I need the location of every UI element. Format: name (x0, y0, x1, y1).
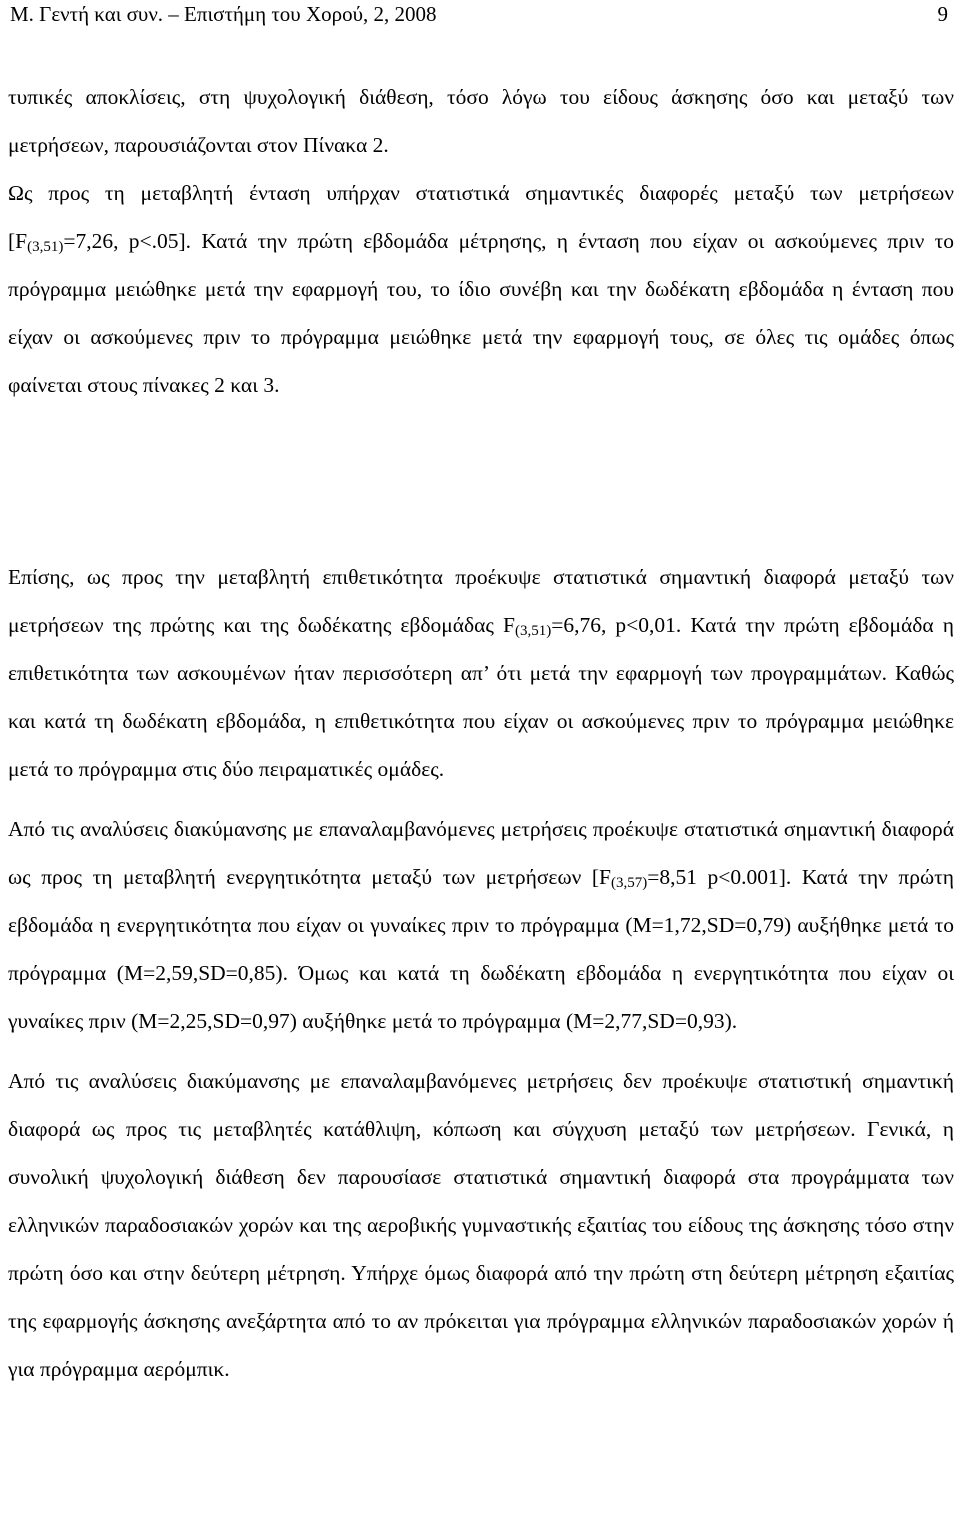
running-header (10, 0, 948, 30)
paragraph-std-deviations (8, 73, 954, 169)
paragraph-overall-mood (8, 1057, 954, 1393)
subscript-df: (3,51) (27, 239, 64, 255)
paragraph-energy (8, 805, 954, 1045)
paragraph-tension (8, 169, 954, 553)
journal-citation: Μ. Γεντή και συν. – Επιστήμη του Χορού, 2, 2008 (10, 2, 437, 26)
paragraph-text: Από τις αναλύσεις διακύμανσης με επαναλαμβανόμενες μετρήσεις προέκυψε στατιστικά σημαντική διαφορά ως προς τη μεταβλητή ενεργητικότητα μεταξύ των μετρήσεων [F (8, 817, 954, 889)
paragraph-text: Επίσης, ως προς την μεταβλητή επιθετικότητα προέκυψε στατιστικά σημαντική διαφορά μεταξύ των μετρήσεων της πρώτης και της δωδέκατης εβδομάδας F (8, 565, 954, 637)
subscript-df: (3,51) (514, 623, 552, 639)
paragraph-aggressiveness (8, 553, 954, 793)
paragraph-text: τυπικές αποκλίσεις, στη ψυχολογική διάθεση, τόσο λόγω του είδους άσκησης όσο και μεταξύ των μετρήσεων, παρουσιάζονται στον Πίνακα 2. (8, 85, 954, 157)
body-text (8, 73, 954, 1393)
subscript-df: (3,57) (610, 875, 648, 891)
paragraph-text: =7,26, p<.05]. Κατά την πρώτη εβδομάδα μέτρησης, η ένταση που είχαν οι ασκούμενες πριν το πρόγραμμα μειώθηκε μετά την εφαρμογή του, το ίδιο συνέβη και την δωδέκατη εβδομάδα η ένταση που είχαν οι ασκούμενες πριν το πρόγραμμα μειώθηκε μετά την εφαρμογή τους, σε όλες τις ομάδες όπως φαίνεται στους πίνακες 2 και 3. (8, 229, 954, 397)
paragraph-text: Ως προς τη μεταβλητή ένταση υπήρχαν στατιστικά σημαντικές διαφορές μεταξύ των μετρήσεων [F (8, 181, 954, 253)
paragraph-text: =6,76, p<0,01. Κατά την πρώτη εβδομάδα η επιθετικότητα των ασκουμένων ήταν περισσότερη απ’ ότι μετά την εφαρμογή των προγραμμάτων. Καθώς και κατά τη δωδέκατη εβδομάδα, η επιθετικότητα που είχαν οι ασκούμενες πριν το πρόγραμμα μειώθηκε μετά το πρόγραμμα στις δύο πειραματικές ομάδες. (8, 613, 954, 781)
page-number: 9 (937, 2, 948, 26)
paragraph-text: =8,51 p<0.001]. Κατά την πρώτη εβδομάδα η ενεργητικότητα που είχαν οι γυναίκες πριν το πρόγραμμα (M=1,72,SD=0,79) αυξήθηκε μετά το πρόγραμμα (M=2,59,SD=0,85). Όμως και κατά τη δωδέκατη εβδομάδα η ενεργητικότητα που είχαν οι γυναίκες πριν (M=2,25,SD=0,97) αυξήθηκε μετά το πρόγραμμα (M=2,77,SD=0,93). (8, 865, 954, 1033)
paragraph-text: Από τις αναλύσεις διακύμανσης με επαναλαμβανόμενες μετρήσεις δεν προέκυψε στατιστική σημαντική διαφορά ως προς τις μεταβλητές κατάθλιψη, κόπωση και σύγχυση μεταξύ των μετρήσεων. Γενικά, η συνολική ψυχολογική διάθεση δεν παρουσίασε στατιστικά σημαντική διαφορά στα προγράμματα των ελληνικών παραδοσιακών χορών και της αεροβικής γυμναστικής εξαιτίας του είδους της άσκησης τόσο στην πρώτη όσο και στην δεύτερη μέτρηση. Υπήρχε όμως διαφορά από την πρώτη στη δεύτερη μέτρηση εξαιτίας της εφαρμογής άσκησης ανεξάρτητα από το αν πρόκειται για πρόγραμμα ελληνικών παραδοσιακών χορών ή για πρόγραμμα αερόμπικ. (8, 1069, 954, 1381)
